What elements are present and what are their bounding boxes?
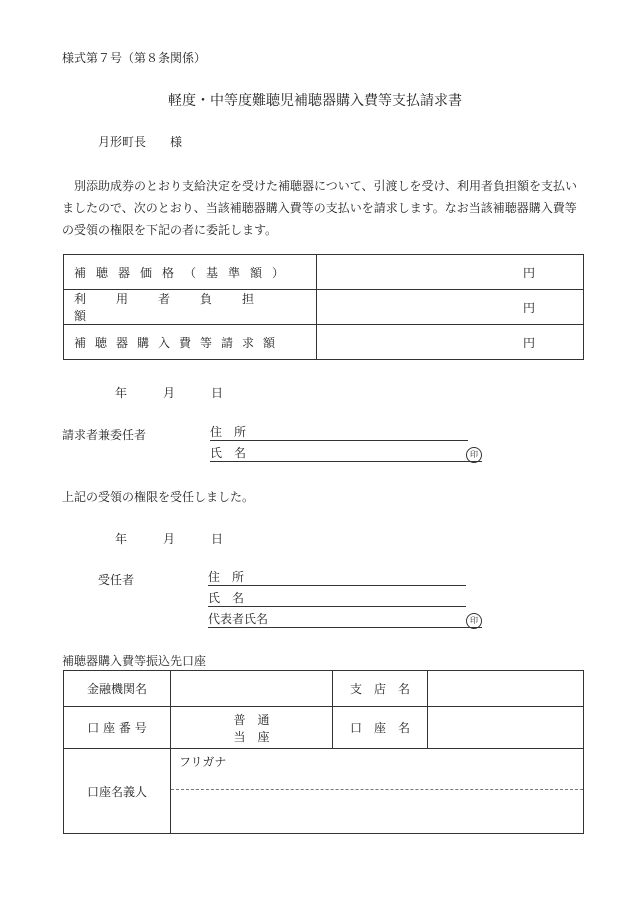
document-title: 軽度・中等度難聴児補聴器購入費等支払請求書 [168, 93, 462, 109]
institution-label: 金融機関名 [64, 671, 171, 707]
account-name-field[interactable] [428, 707, 584, 749]
request-body-text: 別添助成券のとおり支給決定を受けた補聴器について、引渡しを受け、利用者負担額を支払いましたので、次のとおり、当該補聴器購入費等の支払いを請求します。なお当該補聴器購入費等の受領の権限を下記の者に委託します。 [62, 179, 578, 237]
addressee-name: 月形町長 [98, 135, 147, 149]
form-number: 様式第７号（第８条関係） [62, 51, 207, 65]
day-label: 日 [211, 532, 224, 546]
branch-label: 支 店 名 [333, 671, 428, 707]
address-label: 住 所 [210, 425, 247, 439]
name-label: 氏 名 [208, 591, 245, 605]
price-label: 補聴器価格（基準額） [74, 265, 295, 280]
claimant-address-field[interactable] [210, 424, 468, 441]
bank-row [64, 749, 584, 834]
month-label: 月 [163, 386, 176, 400]
ordinary-label: 普 通 [233, 712, 270, 727]
address-label: 住 所 [208, 570, 245, 584]
addressee [98, 133, 182, 150]
bank-row [64, 671, 584, 707]
amount-label [64, 290, 317, 325]
current-label: 当 座 [233, 729, 270, 744]
year-label: 年 [115, 386, 128, 400]
seal-mark: 印 [466, 447, 482, 463]
account-number-label: 口 座 番 号 [64, 707, 171, 749]
name-label: 氏 名 [210, 446, 247, 460]
account-holder-label: 口座名義人 [64, 749, 171, 834]
delegate-label: 受任者 [98, 573, 135, 587]
amount-label [64, 325, 317, 360]
user-burden-field[interactable] [317, 290, 584, 325]
institution-field[interactable] [171, 671, 333, 707]
furigana-label: フリガナ [179, 755, 227, 769]
holder-name-field[interactable] [171, 789, 583, 833]
amount-row [64, 325, 584, 360]
account-holder-field[interactable] [171, 749, 584, 834]
representative-name-field[interactable] [208, 611, 482, 628]
furigana-field[interactable] [171, 749, 583, 789]
claim-amount-field[interactable] [317, 325, 584, 360]
delegate-name-field[interactable] [208, 590, 466, 607]
yen-unit: 円 [522, 335, 535, 350]
bank-table [63, 670, 584, 834]
amount-table [63, 254, 584, 360]
claimant-label: 請求者兼委任者 [62, 428, 147, 442]
amount-label [64, 255, 317, 290]
delegate-address-field[interactable] [208, 569, 466, 586]
month-label: 月 [163, 532, 176, 546]
bank-row [64, 707, 584, 749]
branch-field[interactable] [428, 671, 584, 707]
claim-amount-label: 補聴器購入費等請求額 [74, 335, 285, 350]
amount-row [64, 255, 584, 290]
seal-mark: 印 [466, 613, 482, 629]
delegation-text: 上記の受領の権限を受任しました。 [62, 490, 255, 504]
amount-row [64, 290, 584, 325]
claimant-name-field[interactable] [210, 445, 482, 462]
yen-unit: 円 [522, 300, 535, 315]
user-burden-label: 利用者負担額 [74, 292, 285, 323]
account-name-label: 口 座 名 [333, 707, 428, 749]
year-label: 年 [115, 532, 128, 546]
bank-caption: 補聴器購入費等振込先口座 [62, 654, 207, 668]
representative-label: 代表者氏名 [208, 612, 269, 626]
day-label: 日 [211, 386, 224, 400]
delegation-date [115, 530, 223, 547]
claim-date [115, 384, 223, 401]
yen-unit: 円 [522, 265, 535, 280]
account-type-field[interactable] [171, 707, 333, 749]
price-field[interactable] [317, 255, 584, 290]
honorific: 様 [170, 135, 183, 149]
